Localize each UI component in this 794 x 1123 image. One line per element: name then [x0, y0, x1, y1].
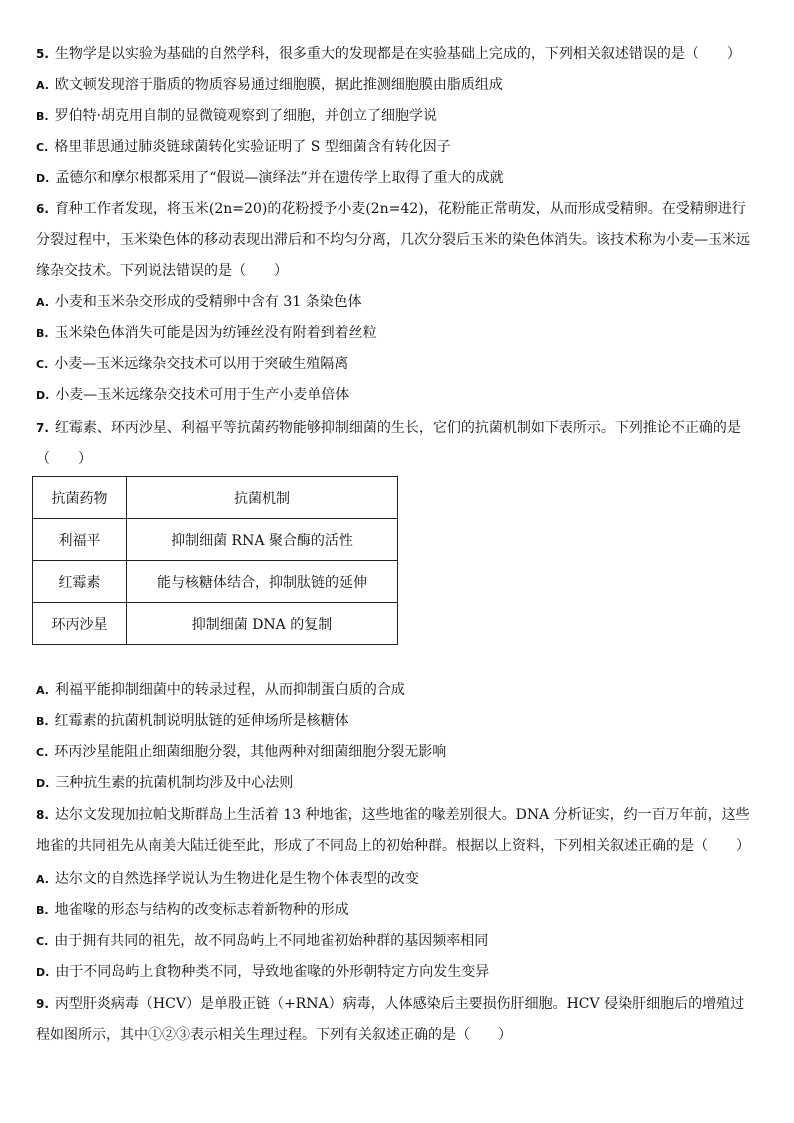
option-text: 红霉素的抗菌机制说明肽链的延伸场所是核糖体	[54, 713, 349, 729]
question-7-number: 7.	[36, 421, 49, 435]
option-text: 格里菲思通过肺炎链球菌转化实验证明了 S 型细菌含有转化因子	[54, 139, 451, 155]
question-9-stem	[36, 989, 758, 1051]
option-letter: C.	[36, 746, 49, 759]
question-6-number: 6.	[36, 202, 49, 216]
option-text: 小麦和玉米杂交形成的受精卵中含有 31 条染色体	[54, 294, 362, 310]
option-letter: D.	[36, 389, 50, 402]
option-letter: D.	[36, 777, 50, 790]
option-letter: B.	[36, 110, 49, 123]
option-letter: B.	[36, 904, 49, 917]
question-5-option-d	[36, 163, 758, 194]
question-9-number: 9.	[36, 997, 49, 1011]
question-6-option-d	[36, 380, 758, 411]
option-text: 罗伯特·胡克用自制的显微镜观察到了细胞，并创立了细胞学说	[54, 108, 438, 124]
option-text: 孟德尔和摩尔根都采用了“假说—演绎法”并在遗传学上取得了重大的成就	[55, 170, 504, 186]
option-text: 玉米染色体消失可能是因为纺锤丝没有附着到着丝粒	[54, 325, 377, 341]
table-cell: 抑制细菌 DNA 的复制	[127, 603, 398, 645]
option-text: 利福平能抑制细菌中的转录过程，从而抑制蛋白质的合成	[54, 682, 405, 698]
option-letter: D.	[36, 966, 50, 979]
table-cell: 抑制细菌 RNA 聚合酶的活性	[127, 519, 398, 561]
question-5-option-a	[36, 70, 758, 101]
question-7-option-d	[36, 768, 758, 799]
question-8-option-a	[36, 864, 758, 895]
question-8-text: 达尔文发现加拉帕戈斯群岛上生活着 13 种地雀，这些地雀的喙差别很大。DNA 分析证实，约一百万年前，这些地雀的共同祖先从南美大陆迁徙至此，形成了不同岛上的初始种群。根据以上资料，下列相关叙述正确的是（ ）	[36, 807, 750, 854]
question-8-option-c	[36, 926, 758, 957]
option-text: 达尔文的自然选择学说认为生物进化是生物个体表型的改变	[54, 871, 419, 887]
option-text: 三种抗生素的抗菌机制均涉及中心法则	[55, 775, 294, 791]
option-letter: C.	[36, 141, 49, 154]
question-5-option-c	[36, 132, 758, 163]
antibiotic-table	[32, 476, 398, 645]
question-7-stem	[36, 413, 758, 475]
question-8-stem	[36, 800, 758, 862]
option-text: 由于拥有共同的祖先，故不同岛屿上不同地雀初始种群的基因频率相同	[54, 933, 489, 949]
option-letter: B.	[36, 327, 49, 340]
table-row	[33, 561, 398, 603]
option-letter: C.	[36, 358, 49, 371]
question-8-number: 8.	[36, 808, 49, 822]
option-letter: A.	[36, 296, 49, 309]
option-text: 小麦—玉米远缘杂交技术可以用于突破生殖隔离	[54, 356, 349, 372]
option-letter: D.	[36, 172, 50, 185]
option-text: 欧文顿发现溶于脂质的物质容易通过细胞膜，据此推测细胞膜由脂质组成	[54, 77, 503, 93]
question-8-option-d	[36, 957, 758, 988]
question-5-stem	[36, 39, 758, 70]
option-letter: B.	[36, 715, 49, 728]
question-6-option-a	[36, 287, 758, 318]
table-cell: 利福平	[33, 519, 127, 561]
table-row	[33, 603, 398, 645]
table-cell: 红霉素	[33, 561, 127, 603]
option-text: 由于不同岛屿上食物种类不同，导致地雀喙的外形朝特定方向发生变异	[55, 964, 490, 980]
option-letter: A.	[36, 79, 49, 92]
question-8-option-b	[36, 895, 758, 926]
question-6-stem	[36, 194, 758, 287]
question-7-text: 红霉素、环丙沙星、利福平等抗菌药物能够抑制细菌的生长，它们的抗菌机制如下表所示。下列推论不正确的是（ ）	[36, 420, 741, 467]
question-6-text: 育种工作者发现，将玉米(2n=20)的花粉授予小麦(2n=42)，花粉能正常萌发，从而形成受精卵。在受精卵进行分裂过程中，玉米染色体的移动表现出滞后和不均匀分离，几次分裂后玉米的染色体消失。该技术称为小麦—玉米远缘杂交技术。下列说法错误的是（ ）	[36, 201, 750, 279]
question-5-option-b	[36, 101, 758, 132]
question-6-option-b	[36, 318, 758, 349]
option-letter: A.	[36, 873, 49, 886]
option-letter: C.	[36, 935, 49, 948]
question-9-text: 丙型肝炎病毒（HCV）是单股正链（+RNA）病毒，人体感染后主要损伤肝细胞。HCV 侵染肝细胞后的增殖过程如图所示，其中①②③表示相关生理过程。下列有关叙述正确的是（ ）	[36, 996, 745, 1043]
table-header-row	[33, 477, 398, 519]
option-text: 小麦—玉米远缘杂交技术可用于生产小麦单倍体	[55, 387, 350, 403]
question-7-option-c	[36, 737, 758, 768]
question-5-number: 5.	[36, 47, 49, 61]
table-row	[33, 519, 398, 561]
table-header-cell: 抗菌机制	[127, 477, 398, 519]
question-6-option-c	[36, 349, 758, 380]
question-7-option-a	[36, 675, 758, 706]
table-header-cell: 抗菌药物	[33, 477, 127, 519]
question-5-text: 生物学是以实验为基础的自然学科，很多重大的发现都是在实验基础上完成的，下列相关叙述错误的是（ ）	[54, 46, 741, 62]
option-text: 环丙沙星能阻止细菌细胞分裂，其他两种对细菌细胞分裂无影响	[54, 744, 447, 760]
option-letter: A.	[36, 684, 49, 697]
option-text: 地雀喙的形态与结构的改变标志着新物种的形成	[54, 902, 349, 918]
question-7-option-b	[36, 706, 758, 737]
table-cell: 能与核糖体结合，抑制肽链的延伸	[127, 561, 398, 603]
table-cell: 环丙沙星	[33, 603, 127, 645]
